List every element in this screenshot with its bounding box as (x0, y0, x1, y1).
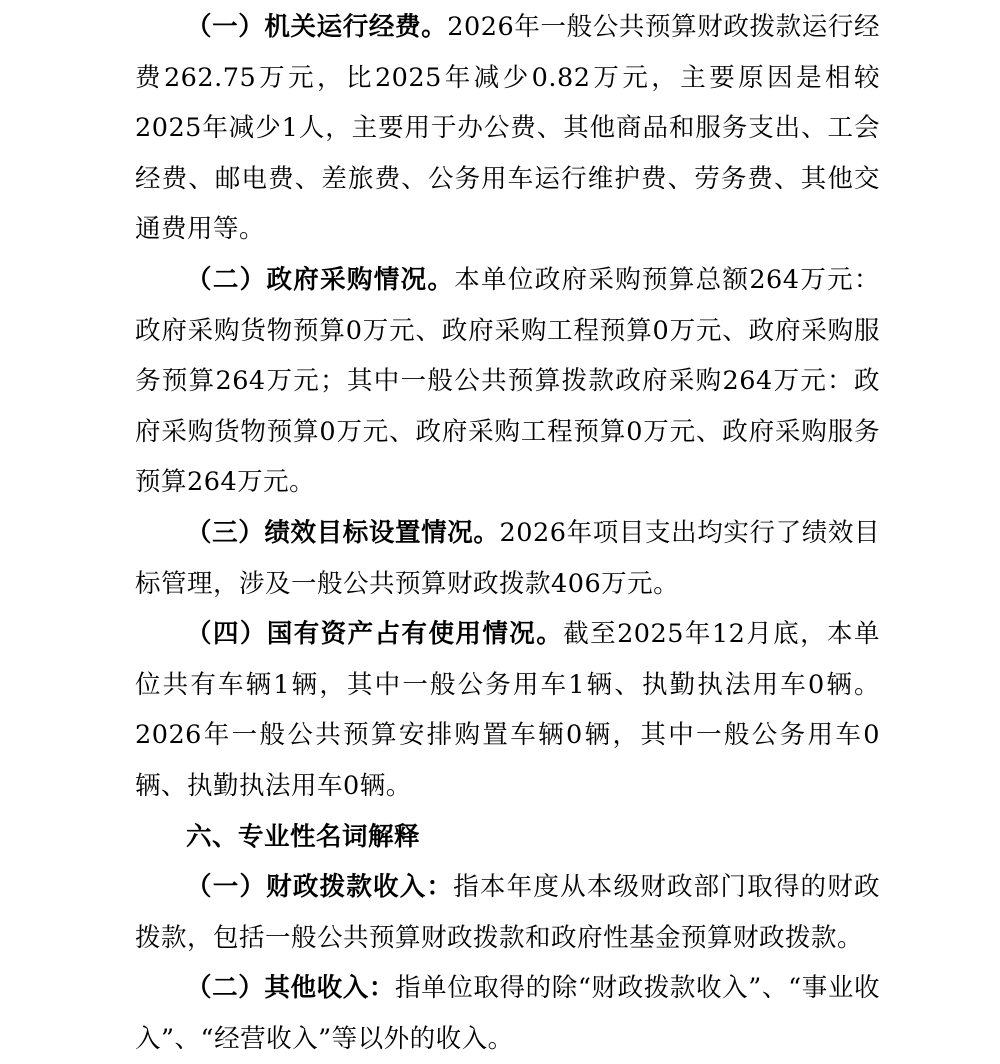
document-page (135, 2, 880, 1064)
definition-fiscal-appropriation-income (135, 862, 880, 963)
paragraph-lead: （四）国有资产占有使用情况。 (186, 619, 564, 650)
paragraph-body: 2026年项目支出均实行了绩效目标管理，涉及一般公共预算财政拨款406万元。 (135, 517, 880, 599)
paragraph-lead: （二）政府采购情况。 (186, 264, 455, 295)
definition-body: 指单位取得的除“财政拨款收入”、“事业收入”、“经营收入”等以外的收入。 (135, 973, 880, 1054)
definition-term: （一）财政拨款收入： (186, 872, 454, 903)
paragraph-body: 2026年一般公共预算财政拨款运行经费262.75万元，比2025年减少0.82万元，主要原因是相较2025年减少1人，主要用于办公费、其他商品和服务支出、工会经费、邮电费、差旅费、公务用车运行维护费、劳务费、其他交通费用等。 (135, 12, 880, 245)
paragraph-lead: （三）绩效目标设置情况。 (186, 517, 500, 548)
definition-term: （二）其他收入： (186, 973, 395, 1004)
paragraph-government-procurement (135, 255, 880, 508)
definition-other-income (135, 963, 880, 1064)
paragraph-performance-goals (135, 508, 880, 609)
paragraph-body: 本单位政府采购预算总额264万元：政府采购货物预算0万元、政府采购工程预算0万元、政府采购服务预算264万元；其中一般公共预算拨款政府采购264万元：政府采购货物预算0万元、政府采购工程预算0万元、政府采购服务预算264万元。 (135, 264, 880, 498)
paragraph-body: 截至2025年12月底，本单位共有车辆1辆，其中一般公务用车1辆、执勤执法用车0辆。2026年一般公共预算安排购置车辆0辆，其中一般公务用车0辆、执勤执法用车0辆。 (135, 619, 880, 801)
paragraph-operating-expenses (135, 2, 880, 255)
paragraph-state-assets (135, 609, 880, 811)
paragraph-lead: （一）机关运行经费。 (186, 12, 448, 42)
section-heading: 六、专业性名词解释 (186, 821, 421, 852)
definition-body: 指本年度从本级财政部门取得的财政拨款，包括一般公共预算财政拨款和政府性基金预算财政拨款。 (135, 872, 880, 953)
